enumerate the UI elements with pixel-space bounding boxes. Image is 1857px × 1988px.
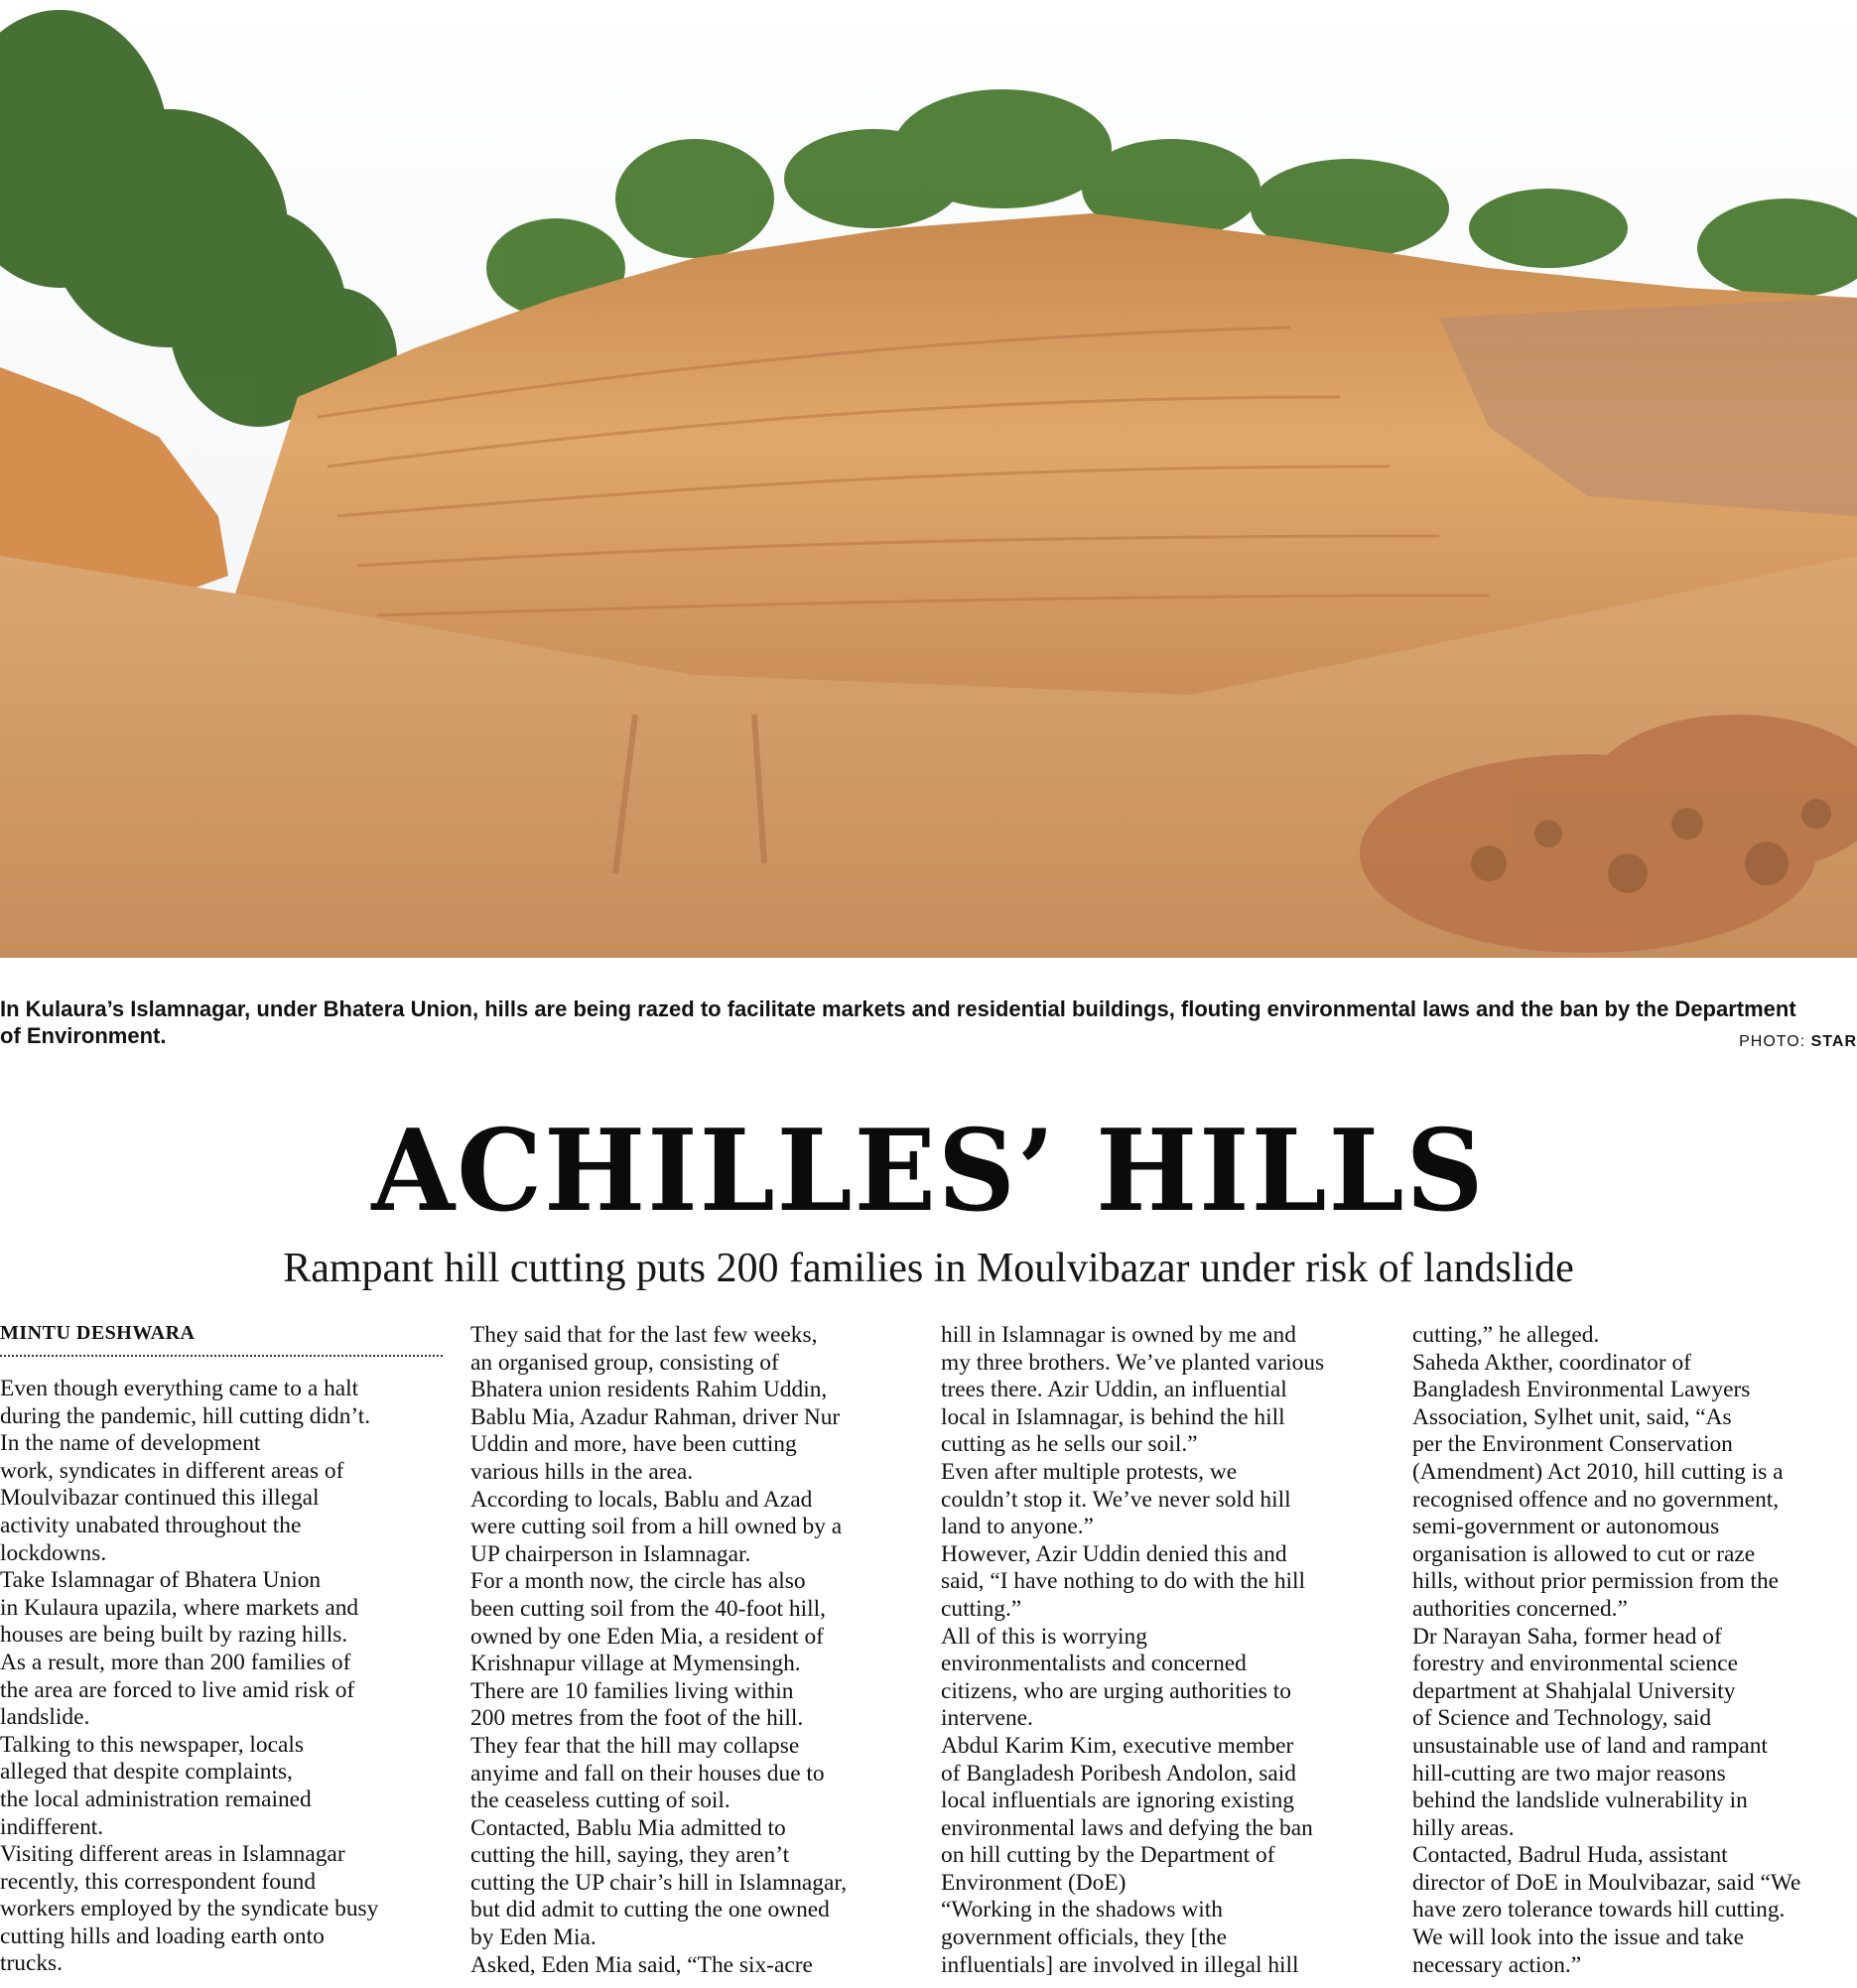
hill-cutting-photo xyxy=(0,0,1857,958)
article-column-4: cutting,” he alleged. Saheda Akther, coordinator of Bangladesh Environmental Lawyers Association, Sylhet unit, said, “As per the Environment Conservation (Amendment) Act 2010, hill cutting is a recognised offence and no government, semi-government or autonomous organisation is allowed to cut or raze hills, without prior permission from the authorities concerned.” Dr Narayan Saha, former head of forestry and environmental science department at Shahjalal University of Science and Technology, said unsustainable use of land and rampant hill-cutting are two major reasons behind the landslide vulnerability in hilly areas. Contacted, Badrul Huda, assistant director of DoE in Moulvibazar, said “We have zero tolerance towards hill cutting. We will look into the issue and take necessary action.” xyxy=(1412,1322,1801,1978)
photo-credit-label: PHOTO: xyxy=(1739,1033,1811,1050)
article-column-3: hill in Islamnagar is owned by me and my three brothers. We’ve planted various trees there. Azir Uddin, an influential local in Islamnagar, is behind the hill cutting as he sells our soil.” Even after multiple protests, we couldn’t stop it. We’ve never sold hill land to anyone.” However, Azir Uddin denied this and said, “I have nothing to do with the hill cutting.” All of this is worrying environmentalists and concerned citizens, who are urging authorities to intervene. Abdul Karim Kim, executive member of Bangladesh Poribesh Andolon, said local influentials are ignoring existing environmental laws and defying the ban on hill cutting by the Department of Environment (DoE) “Working in the shadows with government officials, they [the influentials] are involved in illegal hill xyxy=(941,1322,1325,1978)
subheadline: Rampant hill cutting puts 200 families in Moulvibazar under risk of landslide xyxy=(283,1246,1574,1291)
headline: ACHILLES’ HILLS xyxy=(371,1105,1486,1238)
byline: MINTU DESHWARA xyxy=(0,1322,443,1357)
photo-credit xyxy=(1739,1033,1857,1051)
hillside-illustration xyxy=(0,0,1857,958)
article-column-1: Even though everything came to a halt during the pandemic, hill cutting didn’t. In the name of development work, syndicates in different areas of Moulvibazar continued this illegal activity unabated throughout the lockdowns. Take Islamnagar of Bhatera Union in Kulaura upazila, where markets and houses are being built by razing hills. As a result, more than 200 families of the area are forced to live amid risk of landslide. Talking to this newspaper, locals alleged that despite complaints, the local administration remained indifferent. Visiting different areas in Islamnagar recently, this correspondent found workers employed by the syndicate busy cutting hills and loading earth onto trucks. xyxy=(0,1376,379,1977)
article-column-2: They said that for the last few weeks, an organised group, consisting of Bhatera union residents Rahim Uddin, Bablu Mia, Azadur Rahman, driver Nur Uddin and more, have been cutting various hills in the area. According to locals, Bablu and Azad were cutting soil from a hill owned by a UP chairperson in Islamnagar. For a month now, the circle has also been cutting soil from the 40-foot hill, owned by one Eden Mia, a resident of Krishnapur village at Mymensingh. There are 10 families living within 200 metres from the foot of the hill. They fear that the hill may collapse anyime and fall on their houses due to the ceaseless cutting of soil. Contacted, Bablu Mia admitted to cutting the hill, saying, they aren’t cutting the UP chair’s hill in Islamnagar, but did admit to cutting the one owned by Eden Mia. Asked, Eden Mia said, “The six-acre xyxy=(470,1322,848,1978)
photo-caption: In Kulaura’s Islamnagar, under Bhatera Union, hills are being razed to facilitate markets and residential buildings, flouting environmental laws and the ban by the Department of Environment. xyxy=(0,996,1796,1048)
photo-credit-source: STAR xyxy=(1810,1033,1857,1050)
